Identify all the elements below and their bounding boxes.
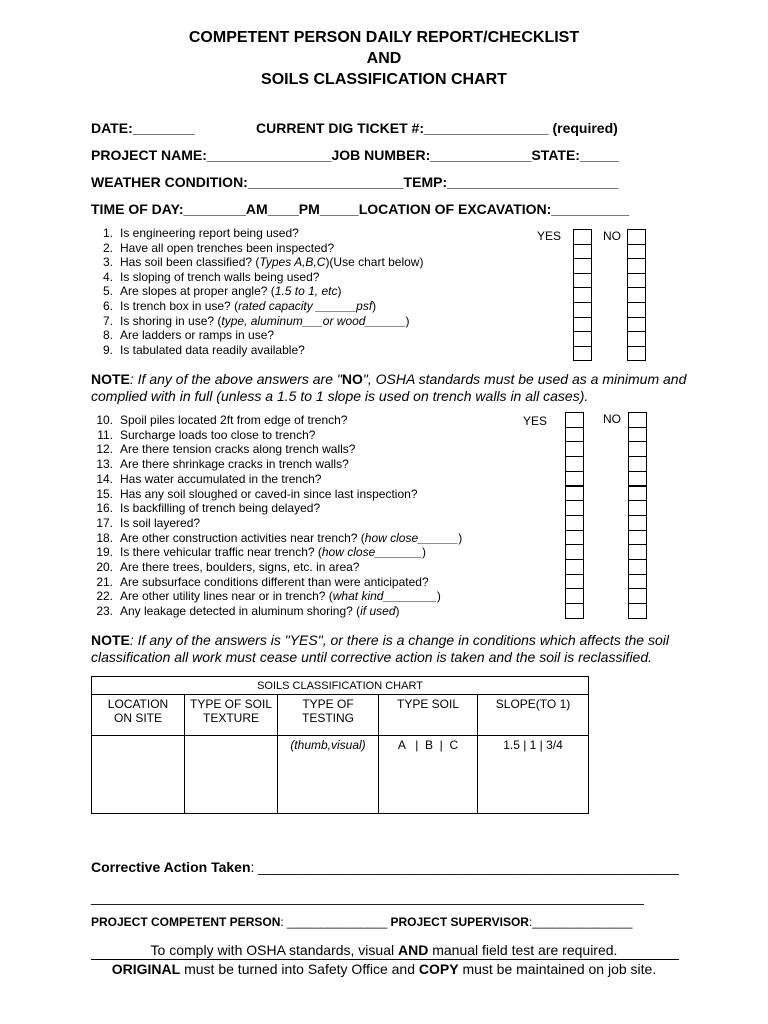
note-1-line2: complied with in full (unless a 1.5 to 1 slope is used on trench walls in all cases). xyxy=(91,388,589,404)
original-copy-note: ORIGINAL must be turned into Safety Office and COPY must be maintained on job site. xyxy=(111,961,657,977)
question-italic: Types A,B,C xyxy=(259,255,326,270)
no-checkbox[interactable] xyxy=(628,427,647,443)
question-text: Spoil piles located 2ft from edge of trench? xyxy=(120,413,348,427)
yes-checkbox[interactable] xyxy=(573,273,592,289)
yes-checkbox[interactable] xyxy=(573,244,592,260)
question-number: 15. xyxy=(96,486,113,501)
question-number: 1. xyxy=(102,226,113,240)
question-italic: type, aluminum___or wood______ xyxy=(221,313,406,328)
header-type-soil: TYPE SOIL xyxy=(379,695,478,736)
question-number: 9. xyxy=(102,342,113,357)
no-checkbox[interactable] xyxy=(627,229,646,245)
no-checkbox[interactable] xyxy=(627,273,646,289)
question-number: 14. xyxy=(96,471,113,486)
cell-type-soil[interactable]: A | B | C xyxy=(379,736,478,814)
competent-person-label: PROJECT COMPETENT PERSON xyxy=(91,915,281,929)
yes-checkbox[interactable] xyxy=(565,574,584,590)
question-italic: what kind________ xyxy=(332,589,437,604)
no-checkbox[interactable] xyxy=(628,544,647,560)
question-number: 17. xyxy=(96,515,113,530)
question-number: 19. xyxy=(96,545,113,560)
question-text: Has soil been classified? ( xyxy=(120,255,260,270)
yes-checkbox[interactable] xyxy=(565,530,584,546)
no-checkbox[interactable] xyxy=(627,302,646,318)
question-suffix: ) xyxy=(372,299,377,313)
question-number: 7. xyxy=(102,313,113,328)
no-checkbox[interactable] xyxy=(627,287,646,303)
footer-divider xyxy=(91,959,679,960)
no-checkbox[interactable] xyxy=(628,486,647,502)
question-number: 4. xyxy=(102,269,113,284)
no-checkbox[interactable] xyxy=(627,317,646,333)
yes-checkbox[interactable] xyxy=(565,441,584,457)
question-suffix: ) xyxy=(337,284,342,299)
no-checkbox[interactable] xyxy=(628,471,647,487)
weather-temp-line[interactable]: WEATHER CONDITION:____________________TEMP:______________________ xyxy=(91,174,619,190)
question-item xyxy=(91,343,305,357)
yes-checkbox[interactable] xyxy=(565,544,584,560)
question-item xyxy=(91,545,426,559)
question-suffix: ) xyxy=(458,530,463,545)
question-item xyxy=(91,487,418,501)
no-checkbox[interactable] xyxy=(628,559,647,575)
no-checkbox[interactable] xyxy=(628,588,647,604)
note-2-line2: classification all work must cease until corrective action is taken and the soil is reclassified. xyxy=(91,649,653,665)
time-location-line[interactable]: TIME OF DAY:________AM____PM_____LOCATION OF EXCAVATION:__________ xyxy=(91,201,630,217)
question-text: Are there tension cracks along trench walls? xyxy=(120,442,356,457)
question-text: Are other construction activities near trench? ( xyxy=(120,530,365,545)
question-number: 2. xyxy=(102,240,113,255)
yes-checkbox[interactable] xyxy=(565,515,584,531)
corrective-action-line[interactable]: : ______________________________________________________ xyxy=(250,859,679,875)
question-italic: if used xyxy=(360,604,396,619)
date-field[interactable]: DATE:________ xyxy=(91,120,196,136)
question-item xyxy=(91,314,410,328)
question-number: 3. xyxy=(102,255,113,270)
form-title-line2: AND xyxy=(366,50,402,67)
question-item xyxy=(91,589,441,603)
question-number: 8. xyxy=(102,328,113,343)
yes-checkbox[interactable] xyxy=(573,302,592,318)
yes-checkbox[interactable] xyxy=(573,229,592,245)
note-1 xyxy=(91,371,691,405)
question-number: 11. xyxy=(97,427,113,442)
soils-classification-table xyxy=(91,676,589,814)
cell-location[interactable] xyxy=(92,736,185,814)
form-title-line1: COMPETENT PERSON DAILY REPORT/CHECKLIST xyxy=(188,29,580,46)
question-item xyxy=(91,457,349,471)
question-text: Is trench box in use? ( xyxy=(120,299,239,313)
question-italic: 1.5 to 1, etc xyxy=(274,284,338,299)
yes-checkbox[interactable] xyxy=(573,331,592,347)
question-number: 22. xyxy=(96,589,113,604)
no-checkbox[interactable] xyxy=(628,515,647,531)
yes-checkbox[interactable] xyxy=(565,588,584,604)
note-2 xyxy=(91,632,691,666)
yes-checkbox[interactable] xyxy=(565,486,584,502)
question-item xyxy=(91,604,400,618)
yes-checkbox[interactable] xyxy=(565,412,584,428)
question-text: Is backfilling of trench being delayed? xyxy=(120,501,321,516)
question-text: Any leakage detected in aluminum shoring? ( xyxy=(120,604,361,619)
question-number: 10. xyxy=(96,413,113,427)
question-text: Have all open trenches been inspected? xyxy=(120,240,335,255)
question-text: Are other utility lines near or in trench? ( xyxy=(120,589,333,604)
question-item xyxy=(91,284,341,298)
question-item xyxy=(91,442,355,456)
corrective-action[interactable] xyxy=(91,859,679,875)
yes-checkbox[interactable] xyxy=(565,427,584,443)
question-text: Is engineering report being used? xyxy=(120,226,299,240)
question-item xyxy=(91,299,376,313)
table-row[interactable] xyxy=(92,736,589,814)
competent-person-field[interactable]: : _______________ xyxy=(280,915,388,929)
question-item xyxy=(91,560,359,574)
yes-checkbox[interactable] xyxy=(565,456,584,472)
note-1-text-b: ", OSHA standards must be used as a minimum and xyxy=(362,371,687,387)
question-text: Has any soil sloughed or caved-in since last inspection? xyxy=(120,486,418,501)
question-suffix: ) xyxy=(421,545,426,560)
question-suffix: ) xyxy=(436,589,441,604)
no-header-2: NO xyxy=(603,412,621,426)
question-item xyxy=(91,531,462,545)
question-item xyxy=(91,428,315,442)
yes-header-2: YES xyxy=(523,414,548,428)
no-checkbox[interactable] xyxy=(628,603,647,619)
no-checkbox[interactable] xyxy=(627,258,646,274)
question-item xyxy=(91,226,299,240)
soils-chart-title: SOILS CLASSIFICATION CHART xyxy=(92,677,589,695)
question-text: Are there trees, boulders, signs, etc. in area? xyxy=(120,560,360,574)
yes-checkbox[interactable] xyxy=(565,559,584,575)
yes-checkbox[interactable] xyxy=(573,287,592,303)
question-number: 21. xyxy=(96,574,113,589)
osha-compliance-note: To comply with OSHA standards, visual AND manual field test are required. xyxy=(150,942,618,958)
cell-testing[interactable]: (thumb,visual) xyxy=(278,736,379,814)
question-item xyxy=(91,516,200,530)
question-text: Is soil layered? xyxy=(120,515,201,530)
cell-slope[interactable]: 1.5 | 1 | 3/4 xyxy=(478,736,589,814)
cell-texture[interactable] xyxy=(185,736,278,814)
question-item xyxy=(91,241,334,255)
question-text: Is tabulated data readily available? xyxy=(120,342,305,357)
question-item xyxy=(91,413,347,427)
question-number: 18. xyxy=(96,530,113,545)
question-item xyxy=(91,255,423,269)
question-italic: how close_______ xyxy=(321,545,422,560)
no-checkbox[interactable] xyxy=(628,456,647,472)
question-suffix: )(Use chart below) xyxy=(325,255,424,270)
question-text: Are ladders or ramps in use? xyxy=(120,328,275,343)
form-title-line3: SOILS CLASSIFICATION CHART xyxy=(261,71,507,88)
no-checkbox[interactable] xyxy=(627,244,646,260)
question-item xyxy=(91,328,274,342)
corrective-action-extra-line[interactable]: _______________________________________________________________________ xyxy=(91,889,644,905)
no-checkbox[interactable] xyxy=(628,574,647,590)
question-text: Is sloping of trench walls being used? xyxy=(120,269,320,284)
yes-checkbox[interactable] xyxy=(565,471,584,487)
table-header-row xyxy=(92,695,589,736)
supervisor-field[interactable]: :_______________ xyxy=(528,915,633,929)
corrective-action-label: Corrective Action Taken xyxy=(91,859,251,875)
question-text: Has water accumulated in the trench? xyxy=(120,471,322,486)
no-checkbox[interactable] xyxy=(628,412,647,428)
question-number: 16. xyxy=(96,501,113,516)
yes-header-1: YES xyxy=(537,229,562,243)
question-italic: rated capacity ______psf xyxy=(238,299,373,313)
yes-checkbox[interactable] xyxy=(573,346,592,362)
no-header-1: NO xyxy=(603,229,621,243)
no-checkbox[interactable] xyxy=(627,331,646,347)
question-number: 5. xyxy=(102,284,113,299)
dig-ticket-field[interactable]: CURRENT DIG TICKET #:________________ (required) xyxy=(256,120,618,136)
question-text: Is there vehicular traffic near trench? ( xyxy=(120,545,322,560)
header-location: LOCATION ON SITE xyxy=(92,695,185,736)
question-italic: how close______ xyxy=(364,530,459,545)
header-testing: TYPE OF TESTING xyxy=(278,695,379,736)
yes-checkbox[interactable] xyxy=(573,317,592,333)
question-text: Surcharge loads too close to trench? xyxy=(120,427,316,442)
header-slope: SLOPE(TO 1) xyxy=(478,695,589,736)
supervisor-label: PROJECT SUPERVISOR xyxy=(387,915,529,929)
question-text: Are slopes at proper angle? ( xyxy=(120,284,275,299)
question-text: Is shoring in use? ( xyxy=(120,313,222,328)
question-number: 13. xyxy=(96,457,113,472)
question-item xyxy=(91,270,319,284)
yes-checkbox[interactable] xyxy=(573,258,592,274)
question-number: 12. xyxy=(96,442,113,457)
no-checkbox[interactable] xyxy=(628,441,647,457)
note-2-label: NOTE xyxy=(91,632,130,648)
question-item xyxy=(91,575,429,589)
question-text: Are subsurface conditions different than were anticipated? xyxy=(120,574,429,589)
no-checkbox[interactable] xyxy=(627,346,646,362)
note-1-label: NOTE xyxy=(91,371,130,387)
question-item xyxy=(91,501,320,515)
header-soil-texture: TYPE OF SOIL TEXTURE xyxy=(185,695,278,736)
question-suffix: ) xyxy=(395,604,400,619)
question-number: 20. xyxy=(96,560,113,574)
question-item xyxy=(91,472,321,486)
question-text: Are there shrinkage cracks in trench walls? xyxy=(120,457,349,472)
no-checkbox[interactable] xyxy=(628,500,647,516)
project-job-state-line[interactable]: PROJECT NAME:________________JOB NUMBER:_____________STATE:_____ xyxy=(91,147,619,163)
signature-line[interactable] xyxy=(91,915,632,929)
note-1-emphasis: NO xyxy=(341,371,363,387)
no-checkbox[interactable] xyxy=(628,530,647,546)
yes-checkbox[interactable] xyxy=(565,603,584,619)
question-number: 6. xyxy=(102,299,113,313)
note-1-text-a: : If any of the above answers are " xyxy=(129,371,342,387)
question-suffix: ) xyxy=(405,313,410,328)
yes-checkbox[interactable] xyxy=(565,500,584,516)
note-2-line1: : If any of the answers is "YES", or there is a change in conditions which affects the soil xyxy=(129,632,669,648)
question-number: 23. xyxy=(96,604,113,619)
